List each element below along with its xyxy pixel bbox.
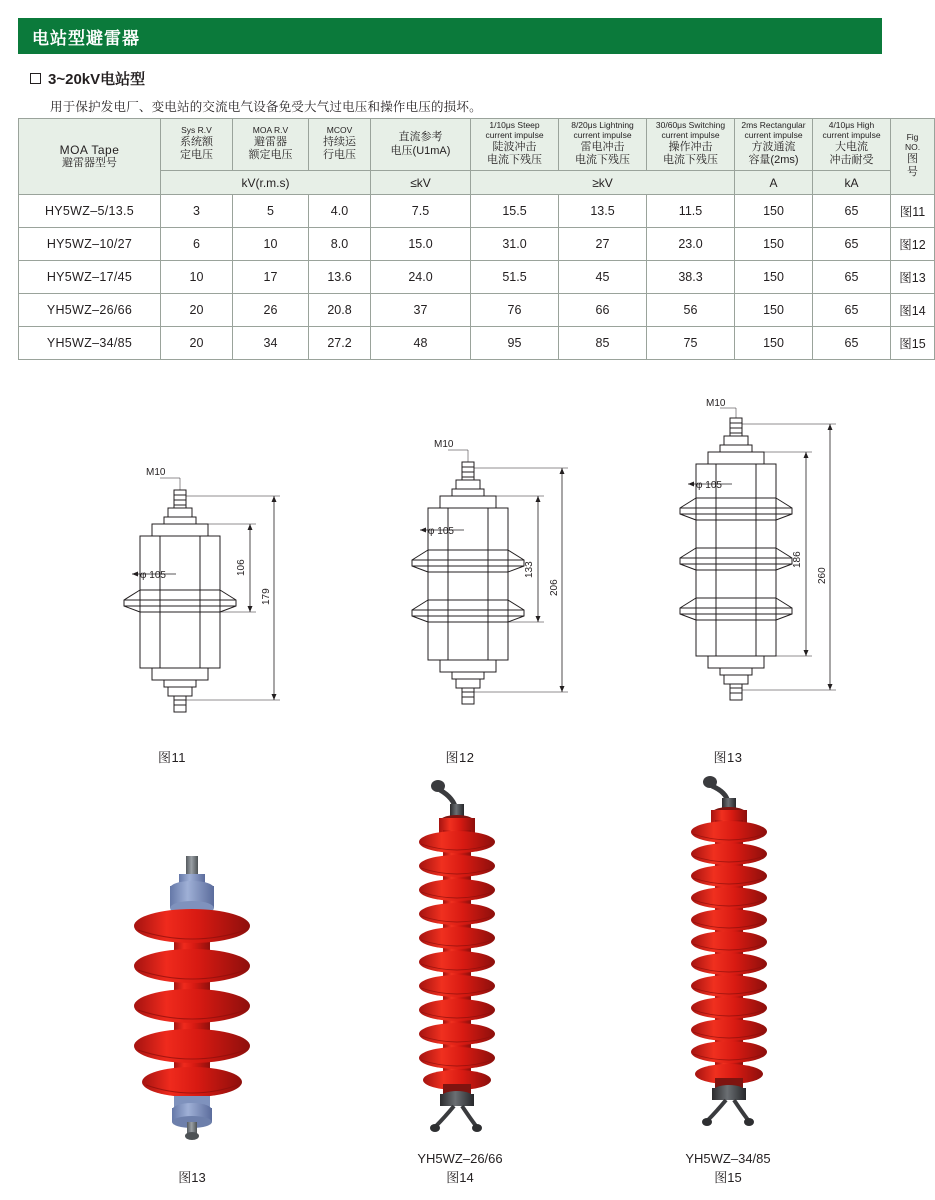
th-rect-cn2: 容量(2ms) — [748, 154, 799, 167]
cell-moa-rv: 34 — [233, 327, 309, 360]
th-model — [19, 119, 161, 195]
cell-high: 65 — [813, 327, 891, 360]
th-steep-cn1: 陡波冲击 — [492, 140, 537, 153]
th-fig-en1: Fig — [906, 132, 919, 142]
photo-fig14-caption-l2: 图14 — [446, 1170, 474, 1186]
cell-rect: 150 — [735, 228, 813, 261]
photo-fig14-canvas — [316, 770, 604, 1140]
photo-fig14 — [316, 770, 604, 1190]
cell-rect: 150 — [735, 294, 813, 327]
cell-model: HY5WZ–10/27 — [19, 228, 161, 261]
drawing-fig13-canvas — [584, 400, 872, 740]
cell-sys-rv: 10 — [161, 261, 233, 294]
fig12-thread-label: M10 — [434, 439, 454, 450]
checkbox-empty-icon — [30, 73, 41, 84]
table-row — [19, 327, 935, 360]
intro-heading-row — [30, 68, 880, 89]
page-header — [18, 18, 882, 54]
th-sys-rv — [161, 119, 233, 171]
cell-switching: 56 — [647, 294, 735, 327]
drawings-section — [18, 400, 882, 770]
cell-sys-rv: 6 — [161, 228, 233, 261]
th-mcov-cn1: 持续运 — [323, 135, 356, 148]
arrester-outline-fig13 — [584, 400, 872, 740]
cell-dc: 48 — [371, 327, 471, 360]
cell-rect: 150 — [735, 195, 813, 228]
fig11-thread-label: M10 — [146, 467, 166, 478]
th-mcov — [309, 119, 371, 171]
cell-moa-rv: 5 — [233, 195, 309, 228]
cell-moa-rv: 17 — [233, 261, 309, 294]
cell-fig: 图13 — [891, 261, 935, 294]
cell-switching: 38.3 — [647, 261, 735, 294]
fig11-diameter-label: φ 105 — [140, 570, 166, 581]
table-row — [19, 195, 935, 228]
drawing-fig12-caption: 图12 — [445, 750, 475, 765]
th-moa-rv-en: MOA R.V — [252, 124, 289, 135]
th-high-current — [813, 119, 891, 171]
th-fig-en2: NO. — [904, 141, 921, 152]
th-high-en1: 4/10μs High — [828, 120, 875, 130]
th-high-en2: current impulse — [822, 129, 881, 140]
th-steep-cn2: 电流下残压 — [487, 154, 542, 167]
th-dc-ref — [371, 119, 471, 171]
th-rect-cn1: 方波通流 — [751, 140, 796, 153]
fig13-thread-label: M10 — [706, 398, 726, 409]
table-row — [19, 228, 935, 261]
th-sys-rv-en: Sys R.V — [181, 124, 212, 135]
th-switch-en1: 30/60μs Switching — [655, 120, 726, 130]
unit-kv-rms: kV(r.m.s) — [161, 171, 371, 195]
page-title: 电站型避雷器 — [32, 28, 140, 48]
cell-high: 65 — [813, 195, 891, 228]
cell-rect: 150 — [735, 327, 813, 360]
cell-fig: 图14 — [891, 294, 935, 327]
cell-model: HY5WZ–5/13.5 — [19, 195, 161, 228]
cell-steep: 15.5 — [471, 195, 559, 228]
th-model-cn: 避雷器型号 — [62, 156, 117, 169]
cell-steep: 95 — [471, 327, 559, 360]
th-mcov-en: MCOV — [326, 124, 353, 135]
th-fig-cn2: 号 — [907, 166, 918, 179]
th-moa-rv-cn1: 避雷器 — [254, 135, 287, 148]
spec-table — [18, 118, 935, 360]
cell-moa-rv: 26 — [233, 294, 309, 327]
photos-section — [18, 770, 882, 1190]
th-switch-en2: current impulse — [661, 129, 720, 140]
photo-fig13-caption-l1: 图13 — [178, 1170, 206, 1186]
photo-fig13 — [48, 770, 336, 1190]
cell-steep: 76 — [471, 294, 559, 327]
unit-residual: ≥kV — [471, 171, 735, 195]
cell-switching: 75 — [647, 327, 735, 360]
th-fig-cn1: 图 — [907, 152, 918, 165]
th-rect — [735, 119, 813, 171]
cell-dc: 37 — [371, 294, 471, 327]
drawing-fig11 — [28, 400, 316, 770]
th-fig-no — [891, 119, 935, 195]
cell-high: 65 — [813, 294, 891, 327]
fig12-diameter-label: φ 105 — [428, 526, 454, 537]
cell-lightning: 85 — [559, 327, 647, 360]
th-light-en1: 8/20μs Lightning — [571, 120, 634, 130]
cell-switching: 23.0 — [647, 228, 735, 261]
cell-steep: 31.0 — [471, 228, 559, 261]
th-steep — [471, 119, 559, 171]
photo-fig13-caption — [48, 1169, 336, 1188]
cell-dc: 15.0 — [371, 228, 471, 261]
cell-moa-rv: 10 — [233, 228, 309, 261]
th-moa-rv — [233, 119, 309, 171]
drawing-fig13 — [584, 400, 872, 770]
arrester-photo-fig13 — [48, 770, 336, 1140]
cell-model: HY5WZ–17/45 — [19, 261, 161, 294]
th-switch-cn2: 电流下残压 — [663, 154, 718, 167]
cell-model: YH5WZ–26/66 — [19, 294, 161, 327]
cell-mcov: 4.0 — [309, 195, 371, 228]
arrester-outline-fig11 — [28, 400, 316, 740]
photo-fig14-caption — [316, 1150, 604, 1188]
arrester-photo-fig15 — [584, 770, 872, 1140]
fig11-dim-inner-label: 106 — [236, 559, 247, 576]
th-sys-rv-cn1: 系统额 — [180, 135, 213, 148]
fig13-dim-outer-label: 260 — [817, 567, 828, 584]
cell-sys-rv: 20 — [161, 327, 233, 360]
fig12-dim-inner-label: 133 — [524, 561, 535, 578]
photo-fig15-canvas — [584, 770, 872, 1140]
cell-fig: 图12 — [891, 228, 935, 261]
cell-sys-rv: 3 — [161, 195, 233, 228]
th-dc-cn2: 电压(U1mA) — [390, 144, 451, 157]
arrester-photo-fig14 — [316, 770, 604, 1140]
arrester-outline-fig12 — [316, 400, 604, 740]
cell-sys-rv: 20 — [161, 294, 233, 327]
th-model-en: MOA Tape — [59, 142, 120, 157]
cell-rect: 150 — [735, 261, 813, 294]
cell-fig: 图11 — [891, 195, 935, 228]
drawing-fig12-canvas — [316, 400, 604, 740]
th-switching — [647, 119, 735, 171]
fig11-dim-outer-label: 179 — [261, 588, 272, 605]
cell-mcov: 20.8 — [309, 294, 371, 327]
th-high-cn2: 冲击耐受 — [829, 154, 874, 167]
cell-high: 65 — [813, 228, 891, 261]
th-high-cn1: 大电流 — [835, 140, 868, 153]
th-dc-cn1: 直流参考 — [398, 130, 443, 143]
th-rect-en1: 2ms Rectangular — [741, 120, 806, 130]
unit-dc: ≤kV — [371, 171, 471, 195]
cell-mcov: 27.2 — [309, 327, 371, 360]
table-row — [19, 261, 935, 294]
th-steep-en2: current impulse — [485, 129, 544, 140]
drawing-fig11-canvas — [28, 400, 316, 740]
th-rect-en2: current impulse — [744, 129, 803, 140]
cell-mcov: 8.0 — [309, 228, 371, 261]
table-row — [19, 294, 935, 327]
cell-model: YH5WZ–34/85 — [19, 327, 161, 360]
th-switch-cn1: 操作冲击 — [668, 140, 713, 153]
drawing-fig12 — [316, 400, 604, 770]
intro-title: 3~20kV电站型 — [48, 71, 146, 88]
photo-fig15-caption-l2: 图15 — [714, 1170, 742, 1186]
cell-lightning: 45 — [559, 261, 647, 294]
photo-fig14-caption-l1: YH5WZ–26/66 — [417, 1151, 503, 1167]
drawing-fig13-caption: 图13 — [713, 750, 743, 765]
cell-lightning: 13.5 — [559, 195, 647, 228]
th-lightning — [559, 119, 647, 171]
cell-steep: 51.5 — [471, 261, 559, 294]
cell-switching: 11.5 — [647, 195, 735, 228]
th-light-cn2: 电流下残压 — [575, 154, 630, 167]
cell-dc: 7.5 — [371, 195, 471, 228]
drawing-fig11-caption: 图11 — [158, 750, 186, 765]
photo-fig15 — [584, 770, 872, 1190]
spec-table-wrap — [18, 118, 926, 360]
th-mcov-cn2: 行电压 — [323, 149, 356, 162]
unit-kiloampere: kA — [813, 171, 891, 195]
th-light-en2: current impulse — [573, 129, 632, 140]
cell-fig: 图15 — [891, 327, 935, 360]
fig12-dim-outer-label: 206 — [549, 579, 560, 596]
cell-dc: 24.0 — [371, 261, 471, 294]
photo-fig15-caption — [584, 1150, 872, 1188]
cell-lightning: 66 — [559, 294, 647, 327]
cell-lightning: 27 — [559, 228, 647, 261]
cell-high: 65 — [813, 261, 891, 294]
th-steep-en1: 1/10μs Steep — [489, 120, 540, 130]
table-header-row — [19, 119, 935, 171]
intro-block — [30, 68, 880, 115]
fig13-dim-inner-label: 186 — [792, 551, 803, 568]
intro-description: 用于保护发电厂、变电站的交流电气设备免受大气过电压和操作电压的损坏。 — [50, 100, 482, 114]
unit-ampere: A — [735, 171, 813, 195]
th-moa-rv-cn2: 额定电压 — [248, 149, 293, 162]
photo-fig13-canvas — [48, 770, 336, 1140]
cell-mcov: 13.6 — [309, 261, 371, 294]
fig13-diameter-label: φ 105 — [696, 480, 722, 491]
photo-fig15-caption-l1: YH5WZ–34/85 — [685, 1151, 771, 1167]
th-sys-rv-cn2: 定电压 — [180, 149, 213, 162]
th-light-cn1: 雷电冲击 — [580, 140, 625, 153]
